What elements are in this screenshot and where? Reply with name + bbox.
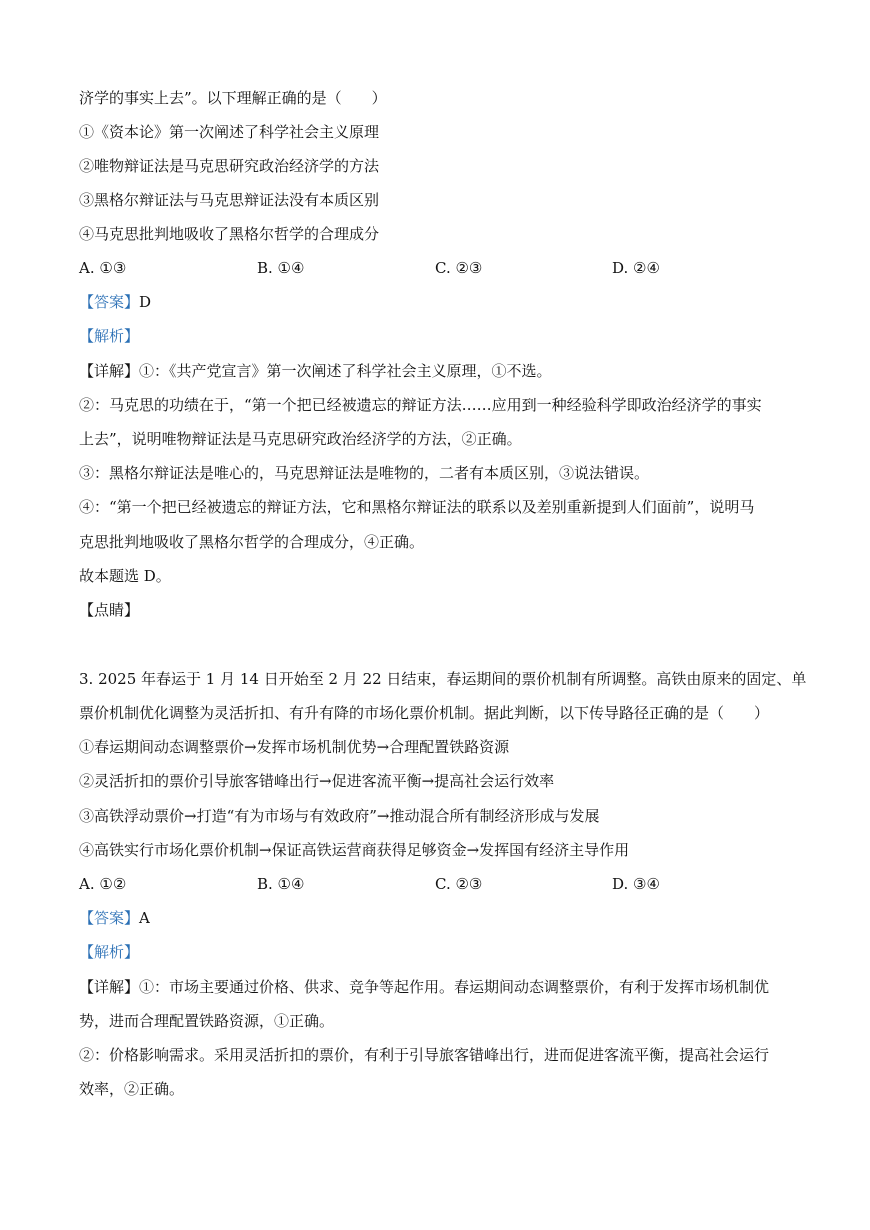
- q2-answer-value: D: [139, 293, 152, 311]
- q2-item-1: ①《资本论》第一次阐述了科学社会主义原理: [79, 123, 380, 141]
- q3-option-a: A. ①②: [79, 875, 127, 893]
- q2-option-a: A. ①③: [79, 259, 127, 277]
- q2-detail-2b: 上去”，说明唯物辩证法是马克思研究政治经济学的方法，②正确。: [79, 430, 522, 448]
- q2-detail-3: ③：黑格尔辩证法是唯心的，马克思辩证法是唯物的，二者有本质区别，③说法错误。: [79, 464, 650, 482]
- q2-answer-line: [79, 292, 151, 312]
- q3-detail-2b: 效率，②正确。: [79, 1080, 185, 1098]
- q2-option-d: D. ②④: [612, 259, 660, 277]
- q3-detail-tag: 【详解】: [79, 978, 140, 996]
- q2-conclusion: 故本题选 D。: [79, 567, 171, 585]
- q2-detail-tag: 【详解】: [79, 362, 140, 380]
- q2-item-4: ④马克思批判地吸收了黑格尔哲学的合理成分: [79, 225, 380, 243]
- q2-item-3: ③黑格尔辩证法与马克思辩证法没有本质区别: [79, 191, 380, 209]
- q2-option-b: B. ①④: [257, 259, 305, 277]
- q2-note-line: [79, 600, 139, 620]
- q2-detail-2a: ②：马克思的功绩在于，“第一个把已经被遗忘的辩证方法……应用到一种经验科学即政治经济学的事实: [79, 396, 762, 414]
- q2-stem-tail: 济学的事实上去”。以下理解正确的是（ ）: [79, 89, 387, 107]
- q3-answer-tag: 【答案】: [79, 909, 140, 927]
- q2-analysis-tag: 【解析】: [79, 327, 140, 345]
- q3-item-1: ①春运期间动态调整票价→发挥市场机制优势→合理配置铁路资源: [79, 738, 510, 756]
- q3-detail-1b: 势，进而合理配置铁路资源，①正确。: [79, 1012, 335, 1030]
- q3-detail-2a: ②：价格影响需求。采用灵活折扣的票价，有利于引导旅客错峰出行，进而促进客流平衡，提高社会运行: [79, 1046, 770, 1064]
- q2-answer-tag: 【答案】: [79, 293, 140, 311]
- q3-detail-1a-line: [79, 977, 769, 997]
- q3-analysis-line: [79, 942, 139, 962]
- q2-analysis-line: [79, 326, 139, 346]
- q2-options: [79, 258, 799, 278]
- q3-item-4: ④高铁实行市场化票价机制→保证高铁运营商获得足够资金→发挥国有经济主导作用: [79, 841, 630, 859]
- q3-stem-2: 票价机制优化调整为灵活折扣、有升有降的市场化票价机制。据此判断，以下传导路径正确的是（ ）: [79, 704, 770, 722]
- q3-option-c: C. ②③: [435, 875, 483, 893]
- q3-options: [79, 874, 799, 894]
- q3-item-3: ③高铁浮动票价→打造“有为市场与有效政府”→推动混合所有制经济形成与发展: [79, 807, 600, 825]
- q2-option-c: C. ②③: [435, 259, 483, 277]
- q2-detail-4b: 克思批判地吸收了黑格尔哲学的合理成分，④正确。: [79, 533, 425, 551]
- q2-note-tag: 【点睛】: [79, 601, 140, 619]
- q2-detail-1: ①：《共产党宣言》第一次阐述了科学社会主义原理，①不选。: [139, 362, 552, 380]
- q2-detail-4a: ④：“第一个把已经被遗忘的辩证方法，它和黑格尔辩证法的联系以及差别重新提到人们面前”，说明马: [79, 498, 755, 516]
- q3-analysis-tag: 【解析】: [79, 943, 140, 961]
- q3-option-d: D. ③④: [612, 875, 660, 893]
- q3-item-2: ②灵活折扣的票价引导旅客错峰出行→促进客流平衡→提高社会运行效率: [79, 772, 555, 790]
- q2-item-2: ②唯物辩证法是马克思研究政治经济学的方法: [79, 157, 380, 175]
- q3-option-b: B. ①④: [257, 875, 305, 893]
- q3-detail-1a: ①：市场主要通过价格、供求、竞争等起作用。春运期间动态调整票价，有利于发挥市场机制优: [139, 978, 770, 996]
- q3-answer-value: A: [139, 909, 150, 927]
- q3-answer-line: [79, 908, 150, 928]
- q2-detail-1-line: [79, 361, 552, 381]
- q3-stem-1: 3. 2025 年春运于 1 月 14 日开始至 2 月 22 日结束，春运期间的票价机制有所调整。高铁由原来的固定、单: [79, 670, 807, 688]
